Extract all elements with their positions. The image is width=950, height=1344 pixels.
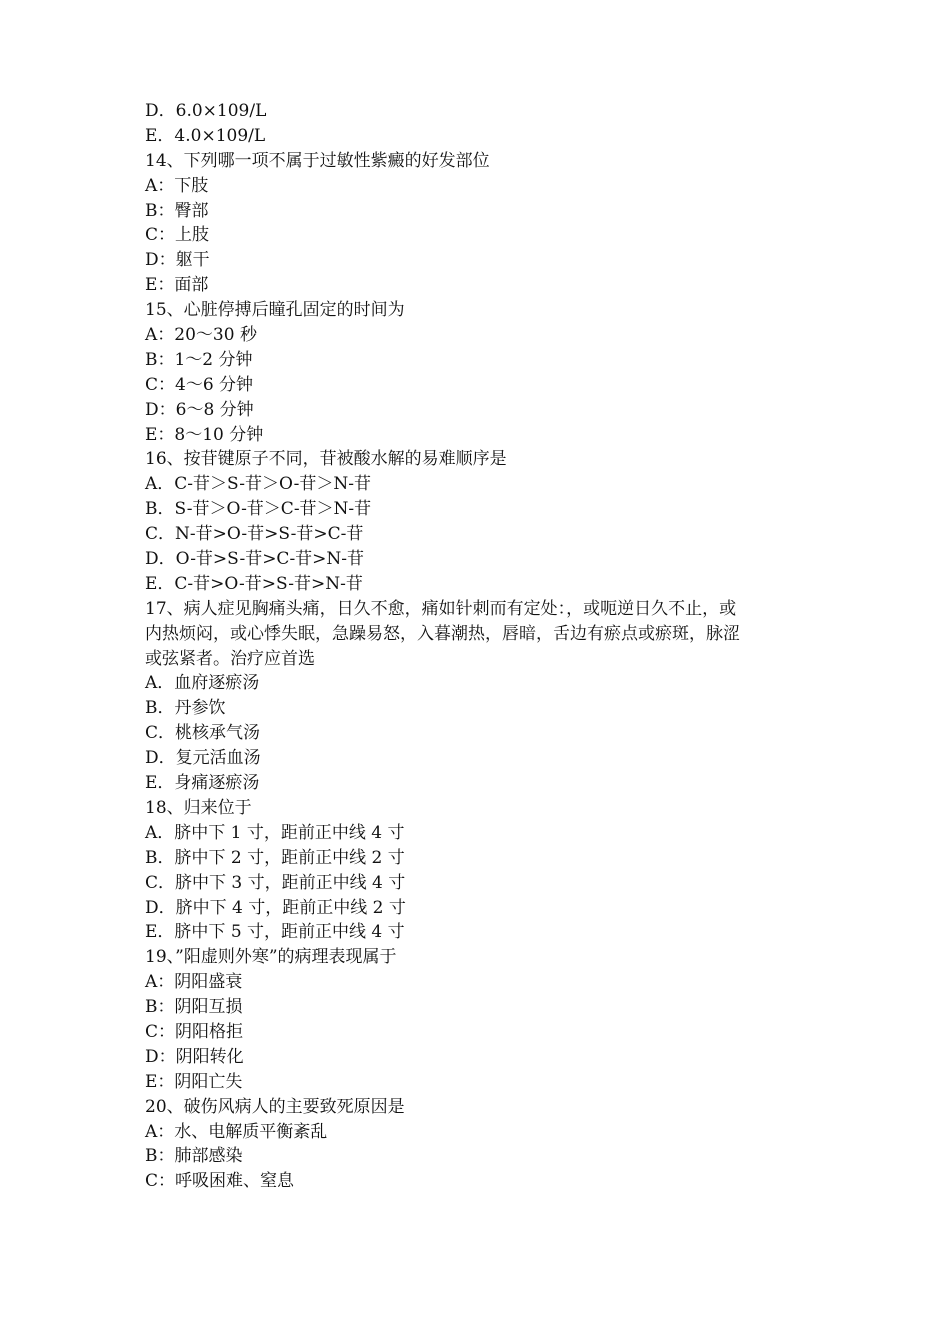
option-line: D．O-苷>S-苷>C-苷>N-苷 — [145, 549, 365, 570]
option-line: B．脐中下 2 寸，距前正中线 2 寸 — [145, 847, 405, 868]
question-line: 20、破伤风病人的主要致死原因是 — [145, 1096, 405, 1117]
option-line: E：阴阳亡失 — [145, 1071, 243, 1092]
option-line: C．桃核承气汤 — [145, 723, 261, 744]
option-line: B：臀部 — [145, 200, 209, 221]
option-line: B：阴阳互损 — [145, 997, 243, 1018]
question-line: 17、病人症见胸痛头痛，日久不愈，痛如针刺而有定处：，或呃逆日久不止，或 — [145, 598, 737, 619]
option-line: A．C-苷＞S-苷＞O-苷＞N-苷 — [145, 474, 371, 495]
document-body — [145, 99, 815, 1194]
option-line: C：阴阳格拒 — [145, 1021, 244, 1042]
option-line: D．6.0×109/L — [145, 101, 267, 121]
option-line: B．S-苷＞O-苷＞C-苷＞N-苷 — [145, 499, 372, 520]
option-line: B．丹参饮 — [145, 698, 226, 719]
option-line: A：20～30 秒 — [145, 325, 257, 346]
question-line: 15、心脏停搏后瞳孔固定的时间为 — [145, 300, 405, 321]
option-line: C：4～6 分钟 — [145, 374, 254, 395]
option-line: C：呼吸困难、窒息 — [145, 1171, 295, 1192]
option-line: B：肺部感染 — [145, 1146, 243, 1167]
question-line: 16、按苷键原子不同，苷被酸水解的易难顺序是 — [145, 449, 507, 470]
question-line: 18、归来位于 — [145, 797, 252, 818]
option-line: E．脐中下 5 寸，距前正中线 4 寸 — [145, 922, 405, 943]
option-line: C．N-苷>O-苷>S-苷>C-苷 — [145, 524, 364, 545]
option-line: C：上肢 — [145, 225, 210, 246]
option-line: E：8～10 分钟 — [145, 424, 264, 445]
option-line: A．脐中下 1 寸，距前正中线 4 寸 — [145, 822, 405, 843]
question-line: 14、下列哪一项不属于过敏性紫癜的好发部位 — [145, 150, 490, 171]
question-line-continued: 内热烦闷，或心悸失眠，急躁易怒，入暮潮热，唇暗，舌边有瘀点或瘀斑，脉涩 — [145, 623, 740, 644]
option-line: B：1～2 分钟 — [145, 349, 253, 370]
option-line: D．复元活血汤 — [145, 748, 261, 769]
option-line: E：面部 — [145, 275, 209, 296]
option-line: D：6～8 分钟 — [145, 399, 254, 420]
option-line: E．C-苷>O-苷>S-苷>N-苷 — [145, 573, 363, 594]
question-line: 19、”阳虚则外寒”的病理表现属于 — [145, 947, 397, 968]
option-line: A：阴阳盛衰 — [145, 972, 243, 993]
option-line: E．4.0×109/L — [145, 125, 266, 146]
option-line: D：躯干 — [145, 250, 210, 271]
option-line: D．脐中下 4 寸，距前正中线 2 寸 — [145, 897, 406, 918]
question-line-continued: 或弦紧者。治疗应首选 — [145, 648, 315, 669]
option-line: E．身痛逐瘀汤 — [145, 773, 260, 794]
option-line: A：水、电解质平衡紊乱 — [145, 1121, 328, 1142]
option-line: A：下肢 — [145, 175, 209, 196]
option-line: C．脐中下 3 寸，距前正中线 4 寸 — [145, 872, 406, 893]
option-line: A．血府逐瘀汤 — [145, 673, 260, 694]
option-line: D：阴阳转化 — [145, 1046, 244, 1067]
